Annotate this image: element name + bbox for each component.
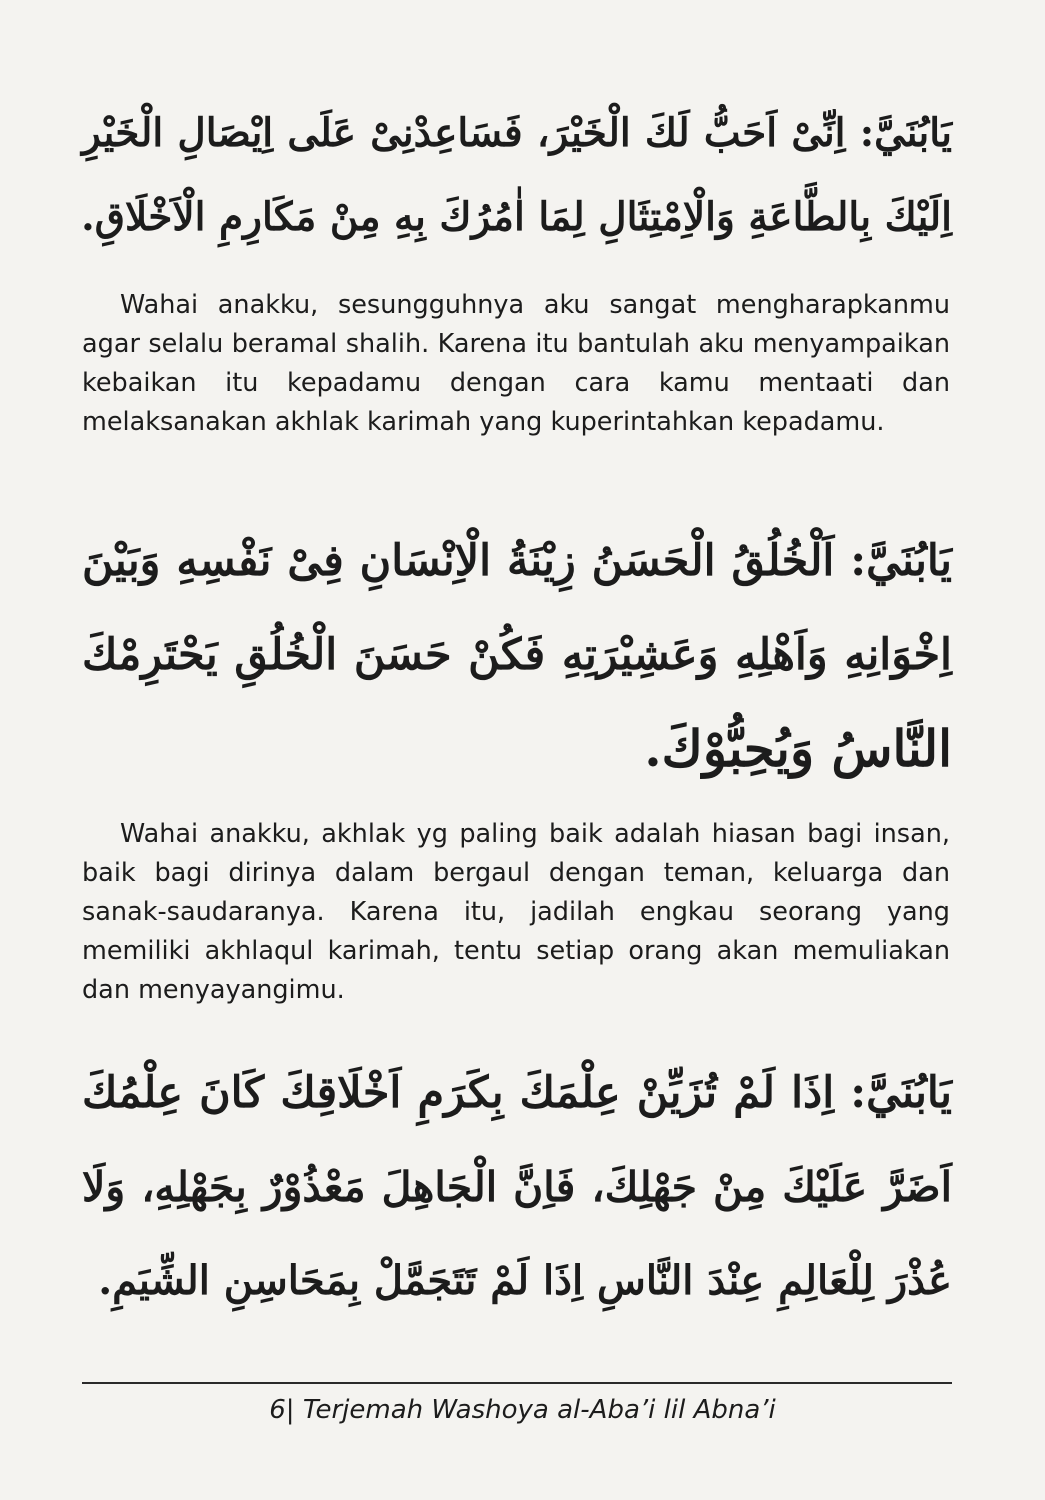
page-number: 6 xyxy=(269,1395,286,1425)
translation-paragraph: Wahai anakku, akhlak yg paling baik adalah hiasan bagi insan, baik bagi dirinya dalam bergaul dengan teman, keluarga dan sanak-saudaranya. Karena itu, jadilah engkau seorang yang memiliki akhlaqul karimah, tentu setiap orang akan memuliakan dan menyayangimu. xyxy=(82,819,950,1005)
arabic-line: اِخْوَانِهِ وَاَهْلِهِ وَعَشِيْرَتِهِ فَكُنْ حَسَنَ الْخُلُقِ يَحْتَرِمْكَ xyxy=(82,630,952,680)
footer-separator: | xyxy=(285,1395,295,1425)
arabic-line: عُذْرَ لِلْعَالِمِ عِنْدَ النَّاسِ اِذَا لَمْ تَتَجَمَّلْ بِمَحَاسِنِ الشِّيَمِ. xyxy=(98,1257,952,1304)
arabic-line: النَّاسُ وَيُحِبُّوْكَ. xyxy=(644,719,952,778)
arabic-line: يَابُنَيَّ: اِنِّىْ اَحَبُّ لَكَ الْخَيْرَ، فَسَاعِدْنِىْ عَلَى اِيْصَالِ الْخَيْرِ xyxy=(82,110,952,156)
translation-paragraph: Wahai anakku, sesungguhnya aku sangat mengharapkanmu agar selalu beramal shalih. Karena itu bantulah aku menyampaikan kebaikan itu kepadamu dengan cara kamu mentaati dan melaksanakan akhlak karimah yang kuperintahkan kepadamu. xyxy=(82,290,950,437)
arabic-line: يَابُنَيَّ: اَلْخُلُقُ الْحَسَنُ زِيْنَةُ الْاِنْسَانِ فِىْ نَفْسِهِ وَبَيْنَ xyxy=(82,536,952,586)
arabic-line: يَابُنَيَّ: اِذَا لَمْ تُزَيِّنْ عِلْمَكَ بِكَرَمِ اَخْلَاقِكَ كَانَ عِلْمُكَ xyxy=(82,1068,952,1118)
arabic-line: اِلَيْكَ بِالطَّاعَةِ وَالْاِمْتِثَالِ لِمَا اٰمُرُكَ بِهِ مِنْ مَكَارِمِ الْاَخْلَاقِ. xyxy=(81,194,952,240)
arabic-line: اَضَرَّ عَلَيْكَ مِنْ جَهْلِكَ، فَاِنَّ الْجَاهِلَ مَعْذُوْرٌ بِجَهْلِهِ، وَلَا xyxy=(82,1163,952,1211)
footer-divider xyxy=(82,1382,952,1384)
page-footer xyxy=(0,1392,1045,1428)
book-title: Terjemah Washoya al-Aba’i lil Abna’i xyxy=(302,1395,776,1425)
